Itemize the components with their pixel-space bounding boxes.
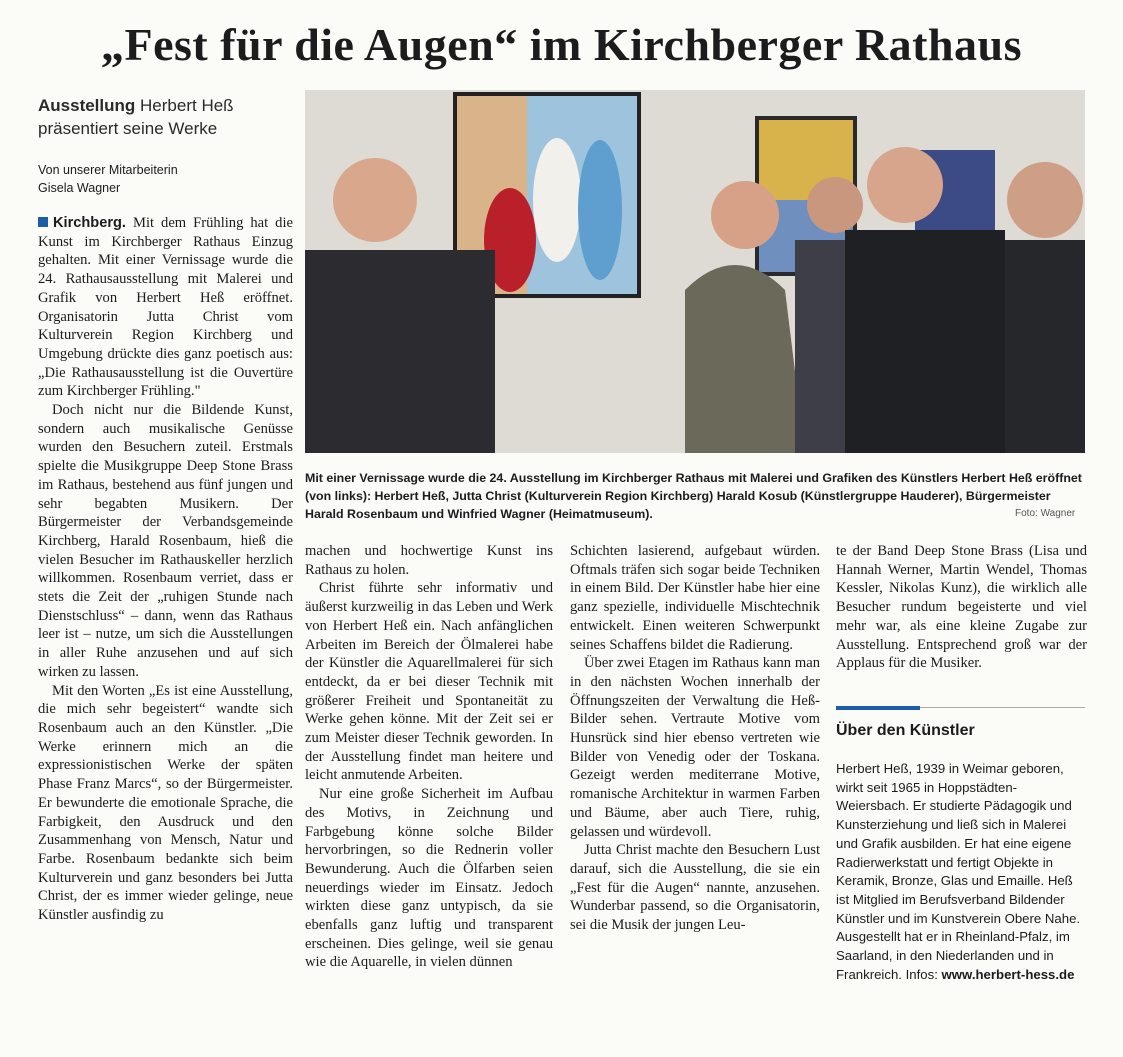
paragraph: te der Band Deep Stone Brass (Lisa und Hannah Werner, Martin Wendel, Thomas Kessler, Nikolas Kunz), die wirklich alle Besucher rundum begeisterte und viel mehr war, als eine kleine Zugabe zur Ausstellung. Entsprechend groß war der Applaus für die Musiker. [836,543,1087,672]
dateline: Kirchberg. [53,215,126,231]
paragraph: Nur eine große Sicherheit im Aufbau des Motivs, in Zeichnung und Farbgebung könne solche Bilder hervorbringen, so die Rednerin voller Bewunderung. Auch die Ölfarben seien neuerdings wieder im Einsatz. Jedoch wirkten diese ganz untypisch, da sie ebenfalls ganz luftig und transparent erscheinen. Dies gelinge, weil sie genau wie die Aquarelle, in vielen dünnen [305,786,553,971]
paragraph: Schichten lasierend, aufgebaut würden. Oftmals träfen sich sogar beide Techniken in einem Bild. Der Künstler habe hier eine ganz spezielle, individuelle Mischtechnik entwickelt. Einen weiteren Schwerpunkt seines Schaffens bildet die Radierung. [570,543,820,653]
article-photo [305,90,1085,453]
infobox-body [836,760,1086,984]
kicker [38,94,278,140]
byline-line1: Von unserer Mitarbeiterin [38,163,178,177]
infobox-divider [920,707,1085,708]
paragraph: Christ führte sehr informativ und äußerst kurzweilig in das Leben und Werk von Herbert Heß ein. Nach anfänglichen Arbeiten im Bereich der Ölmalerei habe der Künstler die Aquarellmalerei für sich entdeckt, da er bei dieser Technik mit größerer Freiheit und Spontaneität zu Werke gehen könne. Mit der Zeit sei er zum Meister dieser Technik geworden. In der Ausstellung findet man heitere und leicht anmutende Arbeiten. [305,580,553,784]
byline-author: Gisela Wagner [38,181,121,195]
blue-square-icon [38,217,48,227]
article-column-3 [570,542,820,935]
paragraph-text: Mit dem Frühling hat die Kunst im Kirchberger Rathaus Einzug gehalten. Mit einer Vernissage wurde die 24. Rathausausstellung mit Malerei und Grafik von Herbert Heß eröffnet. Organisatorin Jutta Christ vom Kulturverein Region Kirchberg und Umgebung drückte dies ganz poetisch aus: „Die Rathausausstellung ist die Ouvertüre zum Kirchberger Frühling." [38,215,293,400]
kicker-label: Ausstellung [38,96,136,115]
byline [38,161,278,197]
photo-illustration [305,90,1085,453]
infobox-title: Über den Künstler [836,722,975,739]
paragraph [38,214,293,401]
paragraph: Über zwei Etagen im Rathaus kann man in den nächsten Wochen innerhalb der Öffnungszeiten der Verwaltung die Heß-Bilder sehen. Vertraute Motive vom Hunsrück sind hier ebenso vertreten wie Bilder von Venedig oder der Toskana. Gezeigt werden mediterrane Motive, romanische Architektur in warmen Farben und Bäume, aber auch Tiere, ruhig, gelassen und würdevoll. [570,655,820,840]
paragraph: Jutta Christ machte den Besuchern Lust darauf, sich die Ausstellung, die sie ein „Fest für die Augen“ nannte, anzusehen. Wunderbar passend, so die Organisatorin, sei die Musik der jungen Leu- [570,842,820,934]
photo-caption: Mit einer Vernissage wurde die 24. Ausstellung im Kirchberger Rathaus mit Malerei und Grafiken des Künstlers Herbert Heß eröffnet (von links): Herbert Heß, Jutta Christ (Kulturverein Region Kirchberg) Harald Kosub (Künstlergruppe Hauderer), Bürgermeister Harald Rosenbaum und Winfried Wagner (Heimatmuseum). [305,471,1082,521]
kicker-text: Herbert Heß präsentiert seine Werke [38,96,234,138]
paragraph: Doch nicht nur die Bildende Kunst, sondern auch musikalische Genüsse wurden den Besuchern zuteil. Erstmals spielte die Musikgruppe Deep Stone Brass im Rathaus, bestehend aus fünf jungen und sehr begabten Musikern. Der Bürgermeister der Verbandsgemeinde Kirchberg, Harald Rosenbaum, hieß die vielen Besucher im Rathauskeller herzlich willkommen. Rosenbaum verriet, dass er stets die Zeit der „ruhigen Stunde nach Dienstschluss“ – dann, wenn das Rathaus leer ist – nutze, um sich die Ausstellungen in aller Ruhe anzusehen und auf sich wirken zu lassen. [38,402,293,680]
article-column-4 [836,542,1087,673]
photo-credit: Foto: Wagner [1015,508,1076,519]
headline: „Fest für die Augen“ im Kirchberger Rathaus [100,19,1023,70]
article-column-1 [38,214,293,925]
infobox-text: Herbert Heß, 1939 in Weimar geboren, wirkt seit 1965 in Hoppstädten-Weiersbach. Er studierte Pädagogik und Kunsterziehung und ließ sich in Malerei und Grafik ausbilden. Er hat eine eigene Radierwerkstatt und fertigt Objekte in Keramik, Bronze, Glas und Emaille. Heß ist Mitglied im Berufsverband Bildender Künstler und im Kunstverein Obere Nahe. Ausgestellt hat er in Rheinland-Pfalz, im Saarland, in den Niederlanden und in Frankreich. Infos: [836,761,1081,982]
article-column-2 [305,542,553,972]
paragraph: machen und hochwertige Kunst ins Rathaus zu holen. [305,543,553,578]
infobox-accent-bar [836,706,920,710]
paragraph: Mit den Worten „Es ist eine Ausstellung, die mich sehr begeistert“ wandte sich Rosenbaum auch an den Künstler. „Die Werke erinnern mich an die expressionistischen Werke der späten Phase Franz Marcs“, so der Bürgermeister. Er bewunderte die emotionale Sprache, die Farbigkeit, den Ausdruck und den Zusammenhang von Mensch, Natur und Farbe. Rosenbaum bedankte sich beim Kulturverein und ganz besonders bei Jutta Christ, der es immer wieder gelinge, neue Künstler ausfindig zu [38,682,293,924]
infobox-link[interactable]: www.herbert-hess.de [941,966,1075,982]
